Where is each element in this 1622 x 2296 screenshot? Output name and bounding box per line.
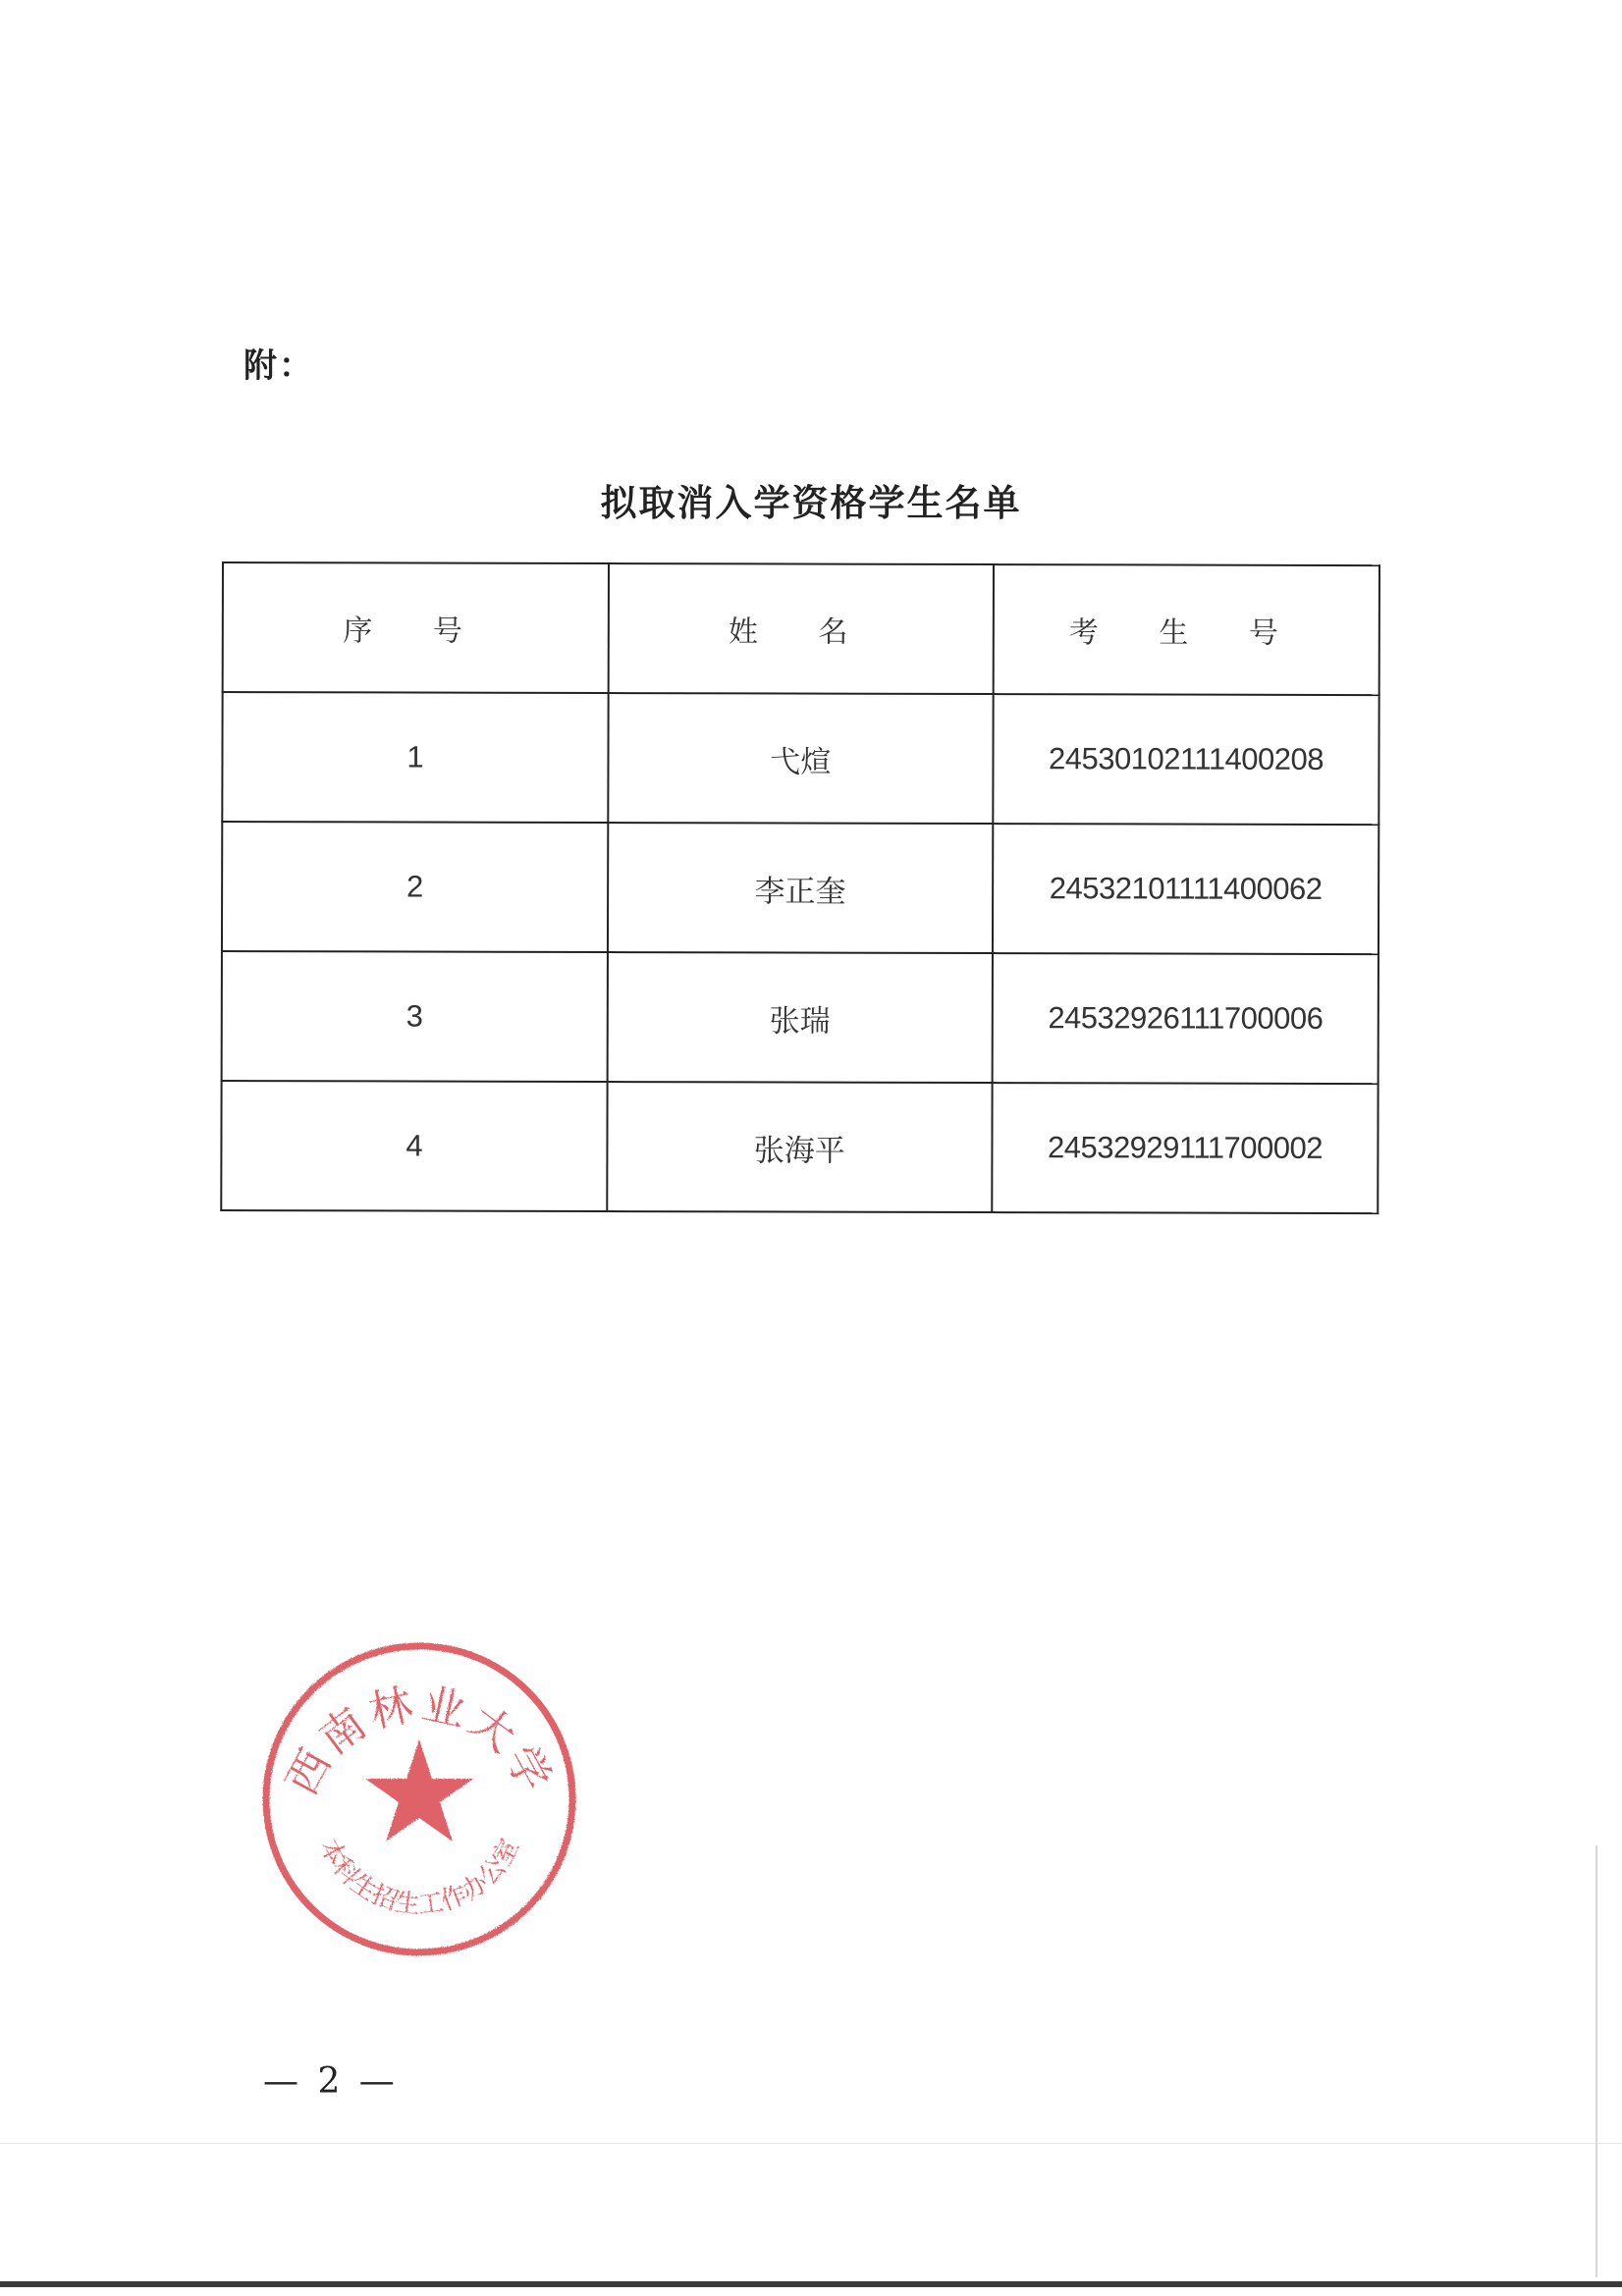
official-seal-stamp (257, 1637, 581, 1961)
seal-lower-text: 本科生招生工作办公室 (313, 1834, 525, 1921)
column-header-exam-id: 考 生 号 (994, 564, 1379, 695)
cell-exam-id: 24532101111400062 (993, 824, 1379, 954)
cell-seq: 4 (221, 1081, 607, 1211)
table-row (222, 951, 1379, 1084)
scan-edge-line (0, 2143, 1622, 2144)
table-row (222, 692, 1379, 825)
column-header-name: 姓 名 (608, 563, 994, 694)
seal-upper-text: 西南林业大学 (276, 1679, 563, 1803)
cell-name: 李正奎 (608, 823, 994, 953)
table-header-row (223, 562, 1379, 695)
table-row (221, 1081, 1378, 1213)
seal-ink (266, 1646, 572, 1952)
cell-exam-id: 24532929111700002 (992, 1083, 1378, 1213)
cell-seq: 1 (222, 692, 608, 823)
cell-seq: 2 (222, 822, 608, 952)
cell-name: 弋煊 (608, 693, 994, 824)
student-list-table (220, 561, 1380, 1214)
column-header-seq: 序 号 (223, 562, 609, 693)
cell-exam-id: 24530102111400208 (993, 694, 1379, 825)
table-row (222, 822, 1379, 954)
cell-name: 张海平 (607, 1082, 993, 1212)
page-number: — 2 — (263, 2061, 399, 2102)
attachment-label: 附： (243, 347, 314, 386)
document-title: 拟取消入学资格学生名单 (600, 482, 1022, 524)
cell-exam-id: 24532926111700006 (993, 953, 1379, 1084)
seal-star-icon (365, 1739, 473, 1842)
scan-edge-right (1595, 1845, 1597, 2277)
cell-seq: 3 (222, 951, 608, 1082)
cell-name: 张瑞 (607, 952, 993, 1083)
scan-edge-bottom (0, 2281, 1622, 2287)
